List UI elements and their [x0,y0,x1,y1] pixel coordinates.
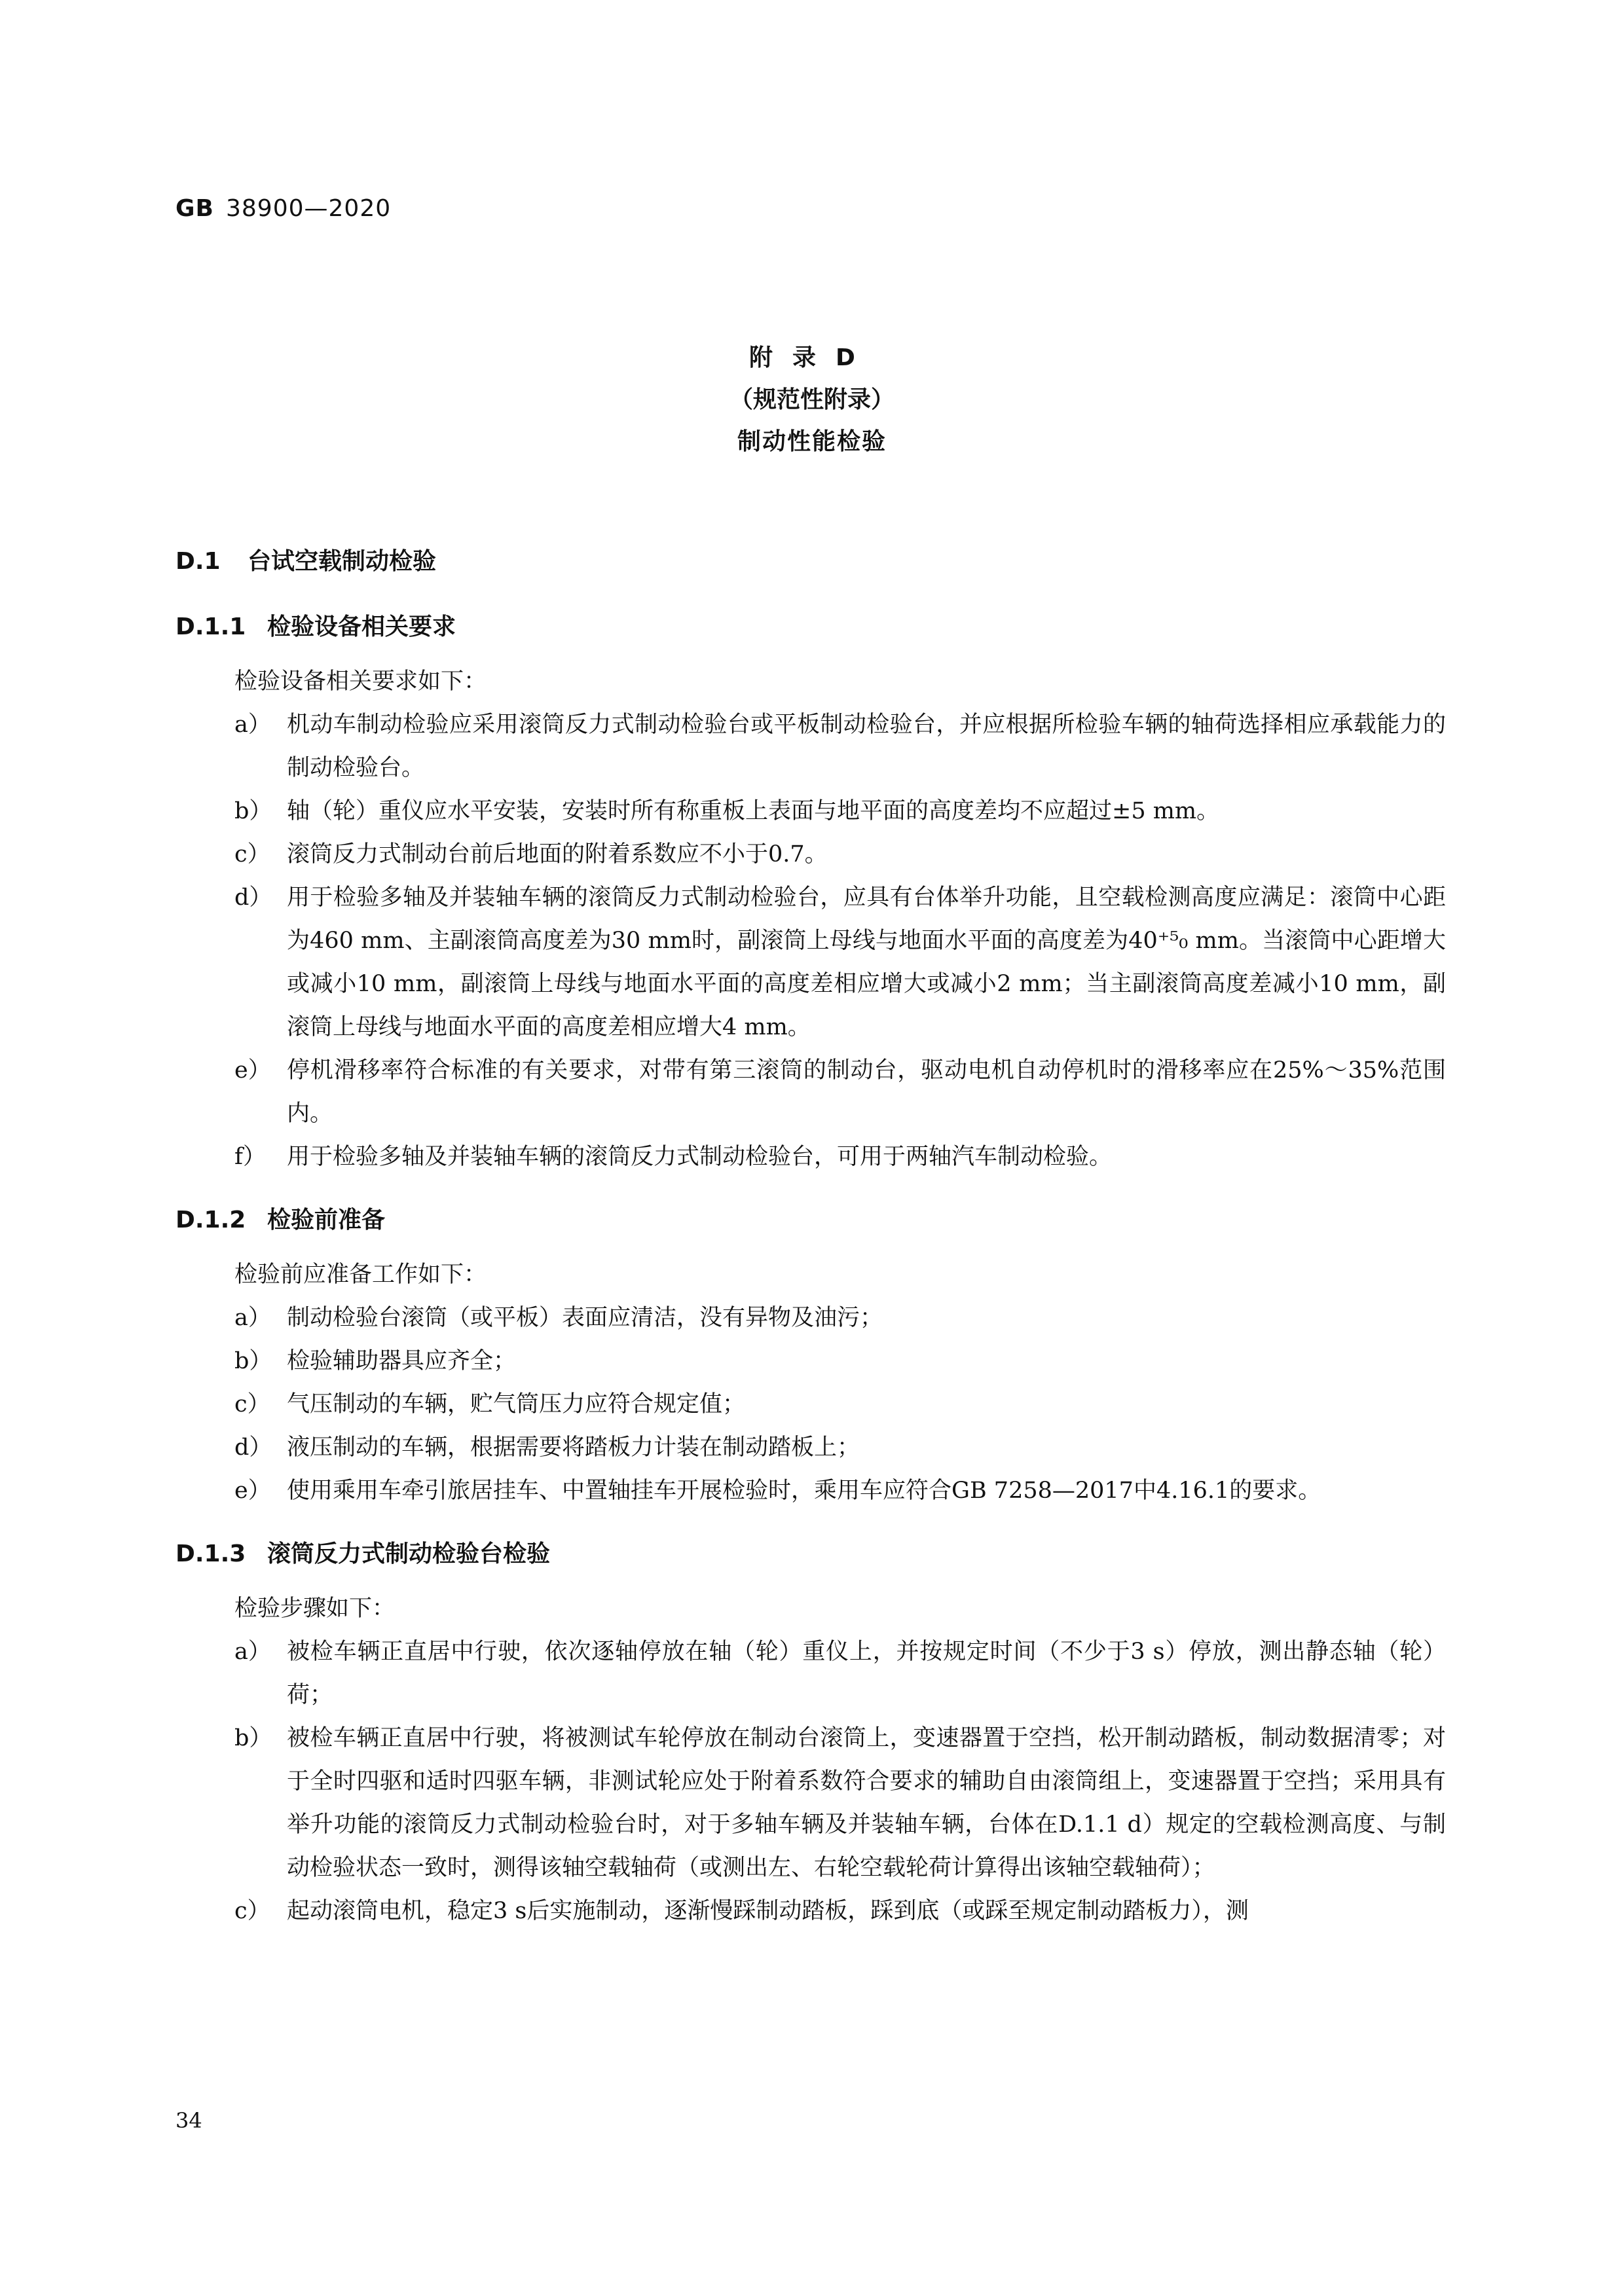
appendix-title: 附录D [749,344,875,371]
section-intro: 检验前应准备工作如下： [234,1262,487,1288]
section-number: D.1.2 [175,1207,246,1233]
list-text: 滚筒反力式制动台前后地面的附着系数应不小于0.7。 [287,841,828,867]
list-marker: b） [234,1348,272,1374]
list-marker: e） [234,1478,271,1504]
standard-number: 38900—2020 [226,195,392,222]
list-text: 制动检验台滚筒（或平板）表面应清洁，没有异物及油污； [287,1305,883,1331]
list-marker: a） [234,1639,271,1665]
list-text: 用于检验多轴及并装轴车辆的滚筒反力式制动检验台，可用于两轴汽车制动检验。 [287,1144,1113,1170]
list-item [175,1469,1446,1512]
list-marker: b） [234,798,272,824]
list-item [175,1135,1446,1178]
list-text: 气压制动的车辆，贮气筒压力应符合规定值； [287,1391,746,1417]
list-item [175,1717,1446,1889]
section-heading-d1-3 [175,1531,1446,1578]
list-marker: f） [234,1144,266,1170]
list-item [175,1630,1446,1717]
list-item [175,1383,1446,1426]
standard-prefix: GB [175,195,214,222]
section-number: D.1 [175,548,221,575]
section-intro: 检验步骤如下： [234,1595,396,1622]
section-heading-d1-2 [175,1197,1446,1244]
list-text: 检验辅助器具应齐全； [287,1348,517,1374]
list-item [175,876,1446,1049]
list-marker: a） [234,712,271,738]
list-marker: c） [234,1391,270,1417]
list-marker: d） [234,884,272,911]
list-text: 液压制动的车辆，根据需要将踏板力计装在制动踏板上； [287,1434,860,1461]
section-title: 台试空载制动检验 [248,548,437,575]
appendix-heading [0,337,1624,463]
list-text: 被检车辆正直居中行驶，依次逐轴停放在轴（轮）重仪上，并按规定时间（不少于3 s）停放，测出静态轴（轮）荷； [287,1639,1446,1708]
list-item [175,1426,1446,1469]
standard-code [175,195,391,222]
list-marker: a） [234,1305,271,1331]
list-item [175,833,1446,876]
list-item [175,703,1446,790]
section-title: 滚筒反力式制动检验台检验 [267,1540,551,1567]
section-number: D.1.3 [175,1540,246,1567]
list-text: 被检车辆正直居中行驶，将被测试车轮停放在制动台滚筒上，变速器置于空挡，松开制动踏板，制动数据清零；对于全时四驱和适时四驱车辆，非测试轮应处于附着系数符合要求的辅助自由滚筒组上，变速器置于空挡；采用具有举升功能的滚筒反力式制动检验台时，对于多轴车辆及并装轴车辆，台体在D.1.1 d）规定的空载检测高度、与制动检验状态一致时，测得该轴空载轴荷（或测出左、右轮空载轮荷计算得出该轴空载轴荷）； [287,1725,1446,1881]
section-title: 检验前准备 [267,1207,386,1233]
appendix-type: （规范性附录） [729,386,895,413]
list-item [175,790,1446,833]
list-marker: e） [234,1057,271,1084]
list-text: 轴（轮）重仪应水平安装，安装时所有称重板上表面与地平面的高度差均不应超过±5 mm。 [287,798,1220,824]
list-text: 使用乘用车牵引旅居挂车、中置轴挂车开展检验时，乘用车应符合GB 7258—2017中4.16.1的要求。 [287,1478,1321,1504]
list-marker: d） [234,1434,272,1461]
list-text: 用于检验多轴及并装轴车辆的滚筒反力式制动检验台，应具有台体举升功能，且空载检测高度应满足：滚筒中心距为460 mm、主副滚筒高度差为30 mm时，副滚筒上母线与地面水平面的高度差为40⁺⁵₀ mm。当滚筒中心距增大或减小10 mm，副滚筒上母线与地面水平面的高度差相应增大或减小2 mm；当主副滚筒高度差减小10 mm，副滚筒上母线与地面水平面的高度差相应增大4 mm。 [287,884,1446,1040]
page-number: 34 [175,2108,202,2133]
list-marker: c） [234,1898,270,1924]
list-text: 机动车制动检验应采用滚筒反力式制动检验台或平板制动检验台，并应根据所检验车辆的轴荷选择相应承载能力的制动检验台。 [287,712,1446,781]
document-body [175,538,1446,1933]
section-heading-d1 [175,538,1446,585]
section-heading-d1-1 [175,604,1446,651]
list-marker: c） [234,841,270,867]
appendix-name: 制动性能检验 [737,428,887,455]
list-text: 停机滑移率符合标准的有关要求，对带有第三滚筒的制动台，驱动电机自动停机时的滑移率应在25%～35%范围内。 [287,1057,1446,1127]
section-intro: 检验设备相关要求如下： [234,668,487,695]
section-title: 检验设备相关要求 [267,613,456,640]
list-item [175,1049,1446,1135]
list-marker: b） [234,1725,272,1751]
list-item [175,1296,1446,1339]
section-number: D.1.1 [175,613,246,640]
list-item [175,1339,1446,1383]
list-item [175,1889,1446,1933]
list-text: 起动滚筒电机，稳定3 s后实施制动，逐渐慢踩制动踏板，踩到底（或踩至规定制动踏板力），测 [287,1898,1249,1924]
